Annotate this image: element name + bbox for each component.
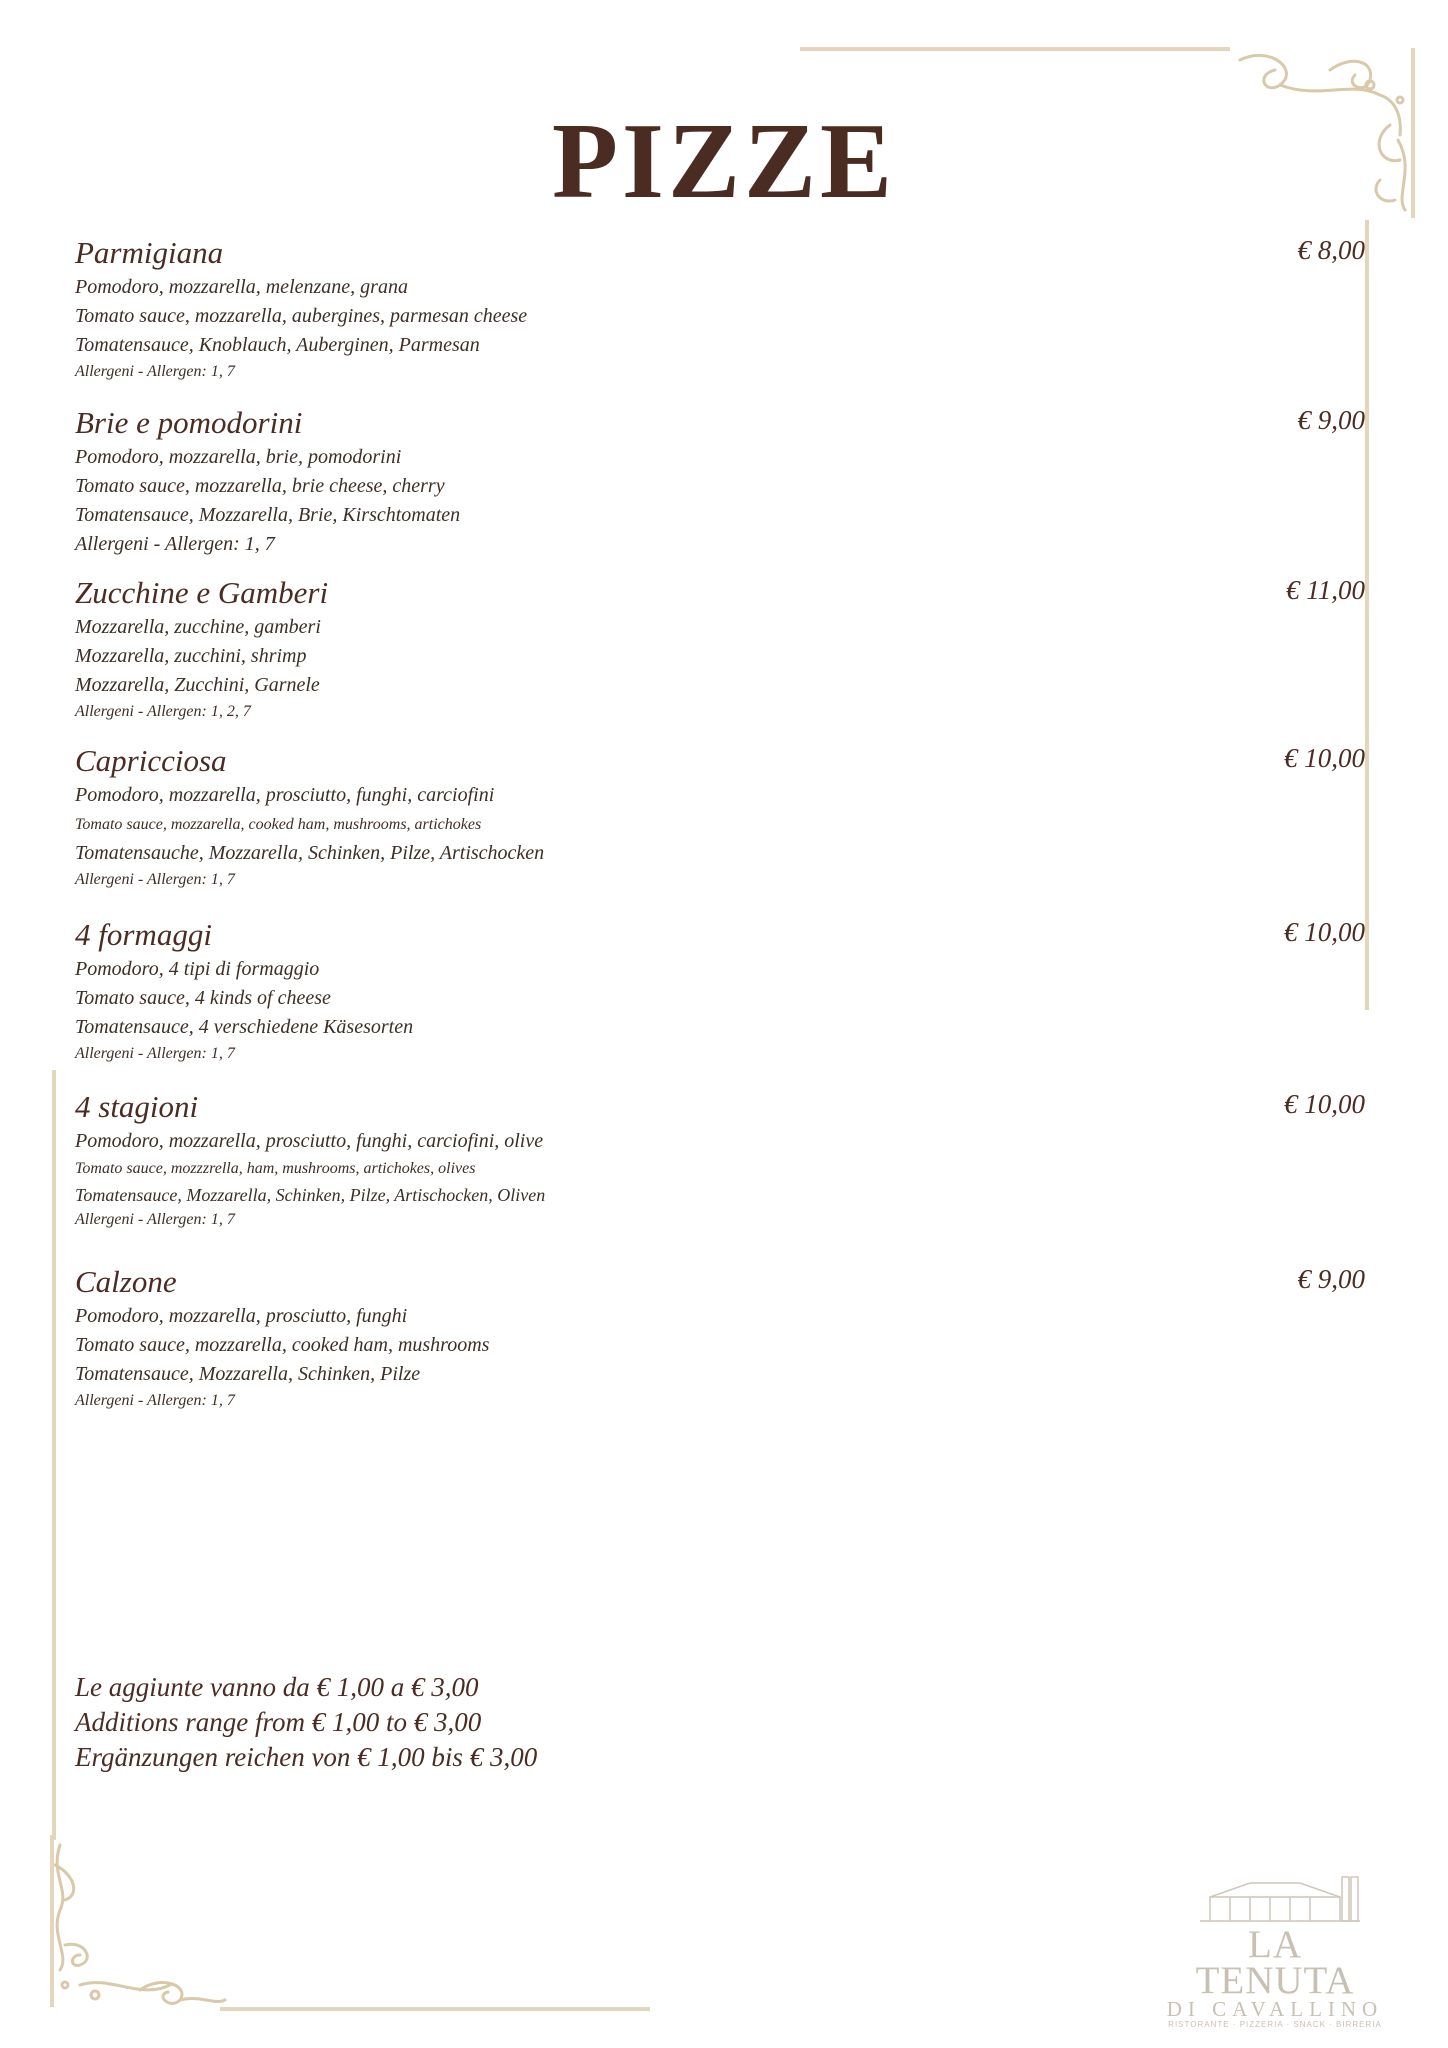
item-name: Brie e pomodorini — [75, 405, 303, 440]
corner-ornament-bottom-left-icon — [40, 1835, 230, 2015]
frame-bottom-line — [220, 2007, 650, 2011]
page-title: PIZZE — [551, 102, 897, 221]
menu-item-brie-e-pomodorini — [75, 403, 1365, 559]
item-name: Zucchine e Gamberi — [75, 575, 329, 610]
item-description-en: Tomato sauce, 4 kinds of cheese — [75, 987, 331, 1009]
item-description-en: Tomato sauce, mozzarella, cooked ham, mushrooms — [75, 1334, 490, 1356]
item-description-en: Tomato sauce, mozzzrella, ham, mushrooms, artichokes, olives — [75, 1160, 476, 1177]
item-description-en: Tomato sauce, mozzarella, cooked ham, mushrooms, artichokes — [75, 816, 482, 833]
logo-name: LA TENUTA — [1195, 1923, 1355, 2002]
item-name: Capricciosa — [75, 743, 227, 778]
item-price: € 11,00 — [1286, 575, 1365, 605]
item-price: € 10,00 — [1284, 917, 1365, 947]
item-price: € 9,00 — [1297, 405, 1365, 435]
item-description-en: Mozzarella, zucchini, shrimp — [75, 645, 307, 667]
logo-subtitle: DI CAVALLINO — [1166, 1997, 1384, 2021]
item-allergens: Allergeni - Allergen: 1, 7 — [75, 1211, 235, 1228]
item-description-en: Tomato sauce, mozzarella, aubergines, parmesan cheese — [75, 305, 528, 327]
menu-item-capricciosa — [75, 741, 1365, 892]
item-description-it: Pomodoro, mozzarella, prosciutto, funghi, carciofini, olive — [75, 1130, 544, 1152]
item-allergens: Allergeni - Allergen: 1, 7 — [75, 533, 275, 555]
item-allergens: Allergeni - Allergen: 1, 7 — [75, 871, 235, 888]
menu-item-parmigiana — [75, 233, 1365, 384]
item-allergens: Allergeni - Allergen: 1, 7 — [75, 363, 235, 380]
item-description-it: Pomodoro, mozzarella, prosciutto, funghi, carciofini — [75, 784, 495, 806]
additions-note — [75, 1670, 537, 1775]
item-name: 4 formaggi — [75, 917, 212, 952]
item-description-en: Tomato sauce, mozzarella, brie cheese, cherry — [75, 475, 445, 497]
item-description-it: Pomodoro, mozzarella, melenzane, grana — [75, 276, 408, 298]
item-name: 4 stagioni — [75, 1089, 199, 1124]
item-price: € 10,00 — [1284, 743, 1365, 773]
item-description-de: Tomatensauce, Knoblauch, Auberginen, Parmesan — [75, 334, 480, 356]
item-description-de: Tomatensauce, 4 verschiedene Käsesorten — [75, 1016, 414, 1038]
menu-item-zucchine-e-gamberi — [75, 573, 1365, 724]
item-description-de: Tomatensauce, Mozzarella, Schinken, Pilze — [75, 1363, 421, 1385]
item-price: € 9,00 — [1297, 1264, 1365, 1294]
frame-left-line — [52, 1070, 56, 1840]
additions-note-it: Le aggiunte vanno da € 1,00 a € 3,00 — [75, 1672, 479, 1702]
item-description-de: Tomatensauche, Mozzarella, Schinken, Pilze, Artischocken — [75, 842, 545, 864]
item-description-it: Pomodoro, 4 tipi di formaggio — [75, 958, 320, 980]
building-icon — [1190, 1875, 1360, 1923]
menu-item-4-formaggi — [75, 915, 1365, 1066]
item-allergens: Allergeni - Allergen: 1, 7 — [75, 1392, 235, 1409]
logo-tagline: RISTORANTE · PIZZERIA · SNACK · BIRRERIA — [1168, 2020, 1382, 2029]
additions-note-de: Ergänzungen reichen von € 1,00 bis € 3,00 — [75, 1742, 538, 1772]
item-price: € 8,00 — [1297, 235, 1365, 265]
frame-right-line — [1365, 220, 1369, 1010]
menu-item-calzone — [75, 1262, 1365, 1413]
item-price: € 10,00 — [1284, 1089, 1365, 1119]
item-description-it: Pomodoro, mozzarella, brie, pomodorini — [75, 446, 402, 468]
additions-note-en: Additions range from € 1,00 to € 3,00 — [75, 1707, 482, 1737]
item-allergens: Allergeni - Allergen: 1, 2, 7 — [75, 703, 251, 720]
menu-item-4-stagioni — [75, 1087, 1365, 1232]
item-name: Calzone — [75, 1264, 177, 1299]
item-allergens: Allergeni - Allergen: 1, 7 — [75, 1045, 235, 1062]
item-description-it: Mozzarella, zucchine, gamberi — [75, 616, 321, 638]
restaurant-logo — [1165, 1875, 1385, 2031]
item-description-de: Tomatensauce, Mozzarella, Brie, Kirschtomaten — [75, 504, 461, 526]
item-description-it: Pomodoro, mozzarella, prosciutto, funghi — [75, 1305, 408, 1327]
item-name: Parmigiana — [75, 235, 224, 270]
frame-top-line — [800, 47, 1230, 51]
item-description-de: Mozzarella, Zucchini, Garnele — [75, 674, 320, 696]
item-description-de: Tomatensauce, Mozzarella, Schinken, Pilze, Artischocken, Oliven — [75, 1185, 546, 1205]
